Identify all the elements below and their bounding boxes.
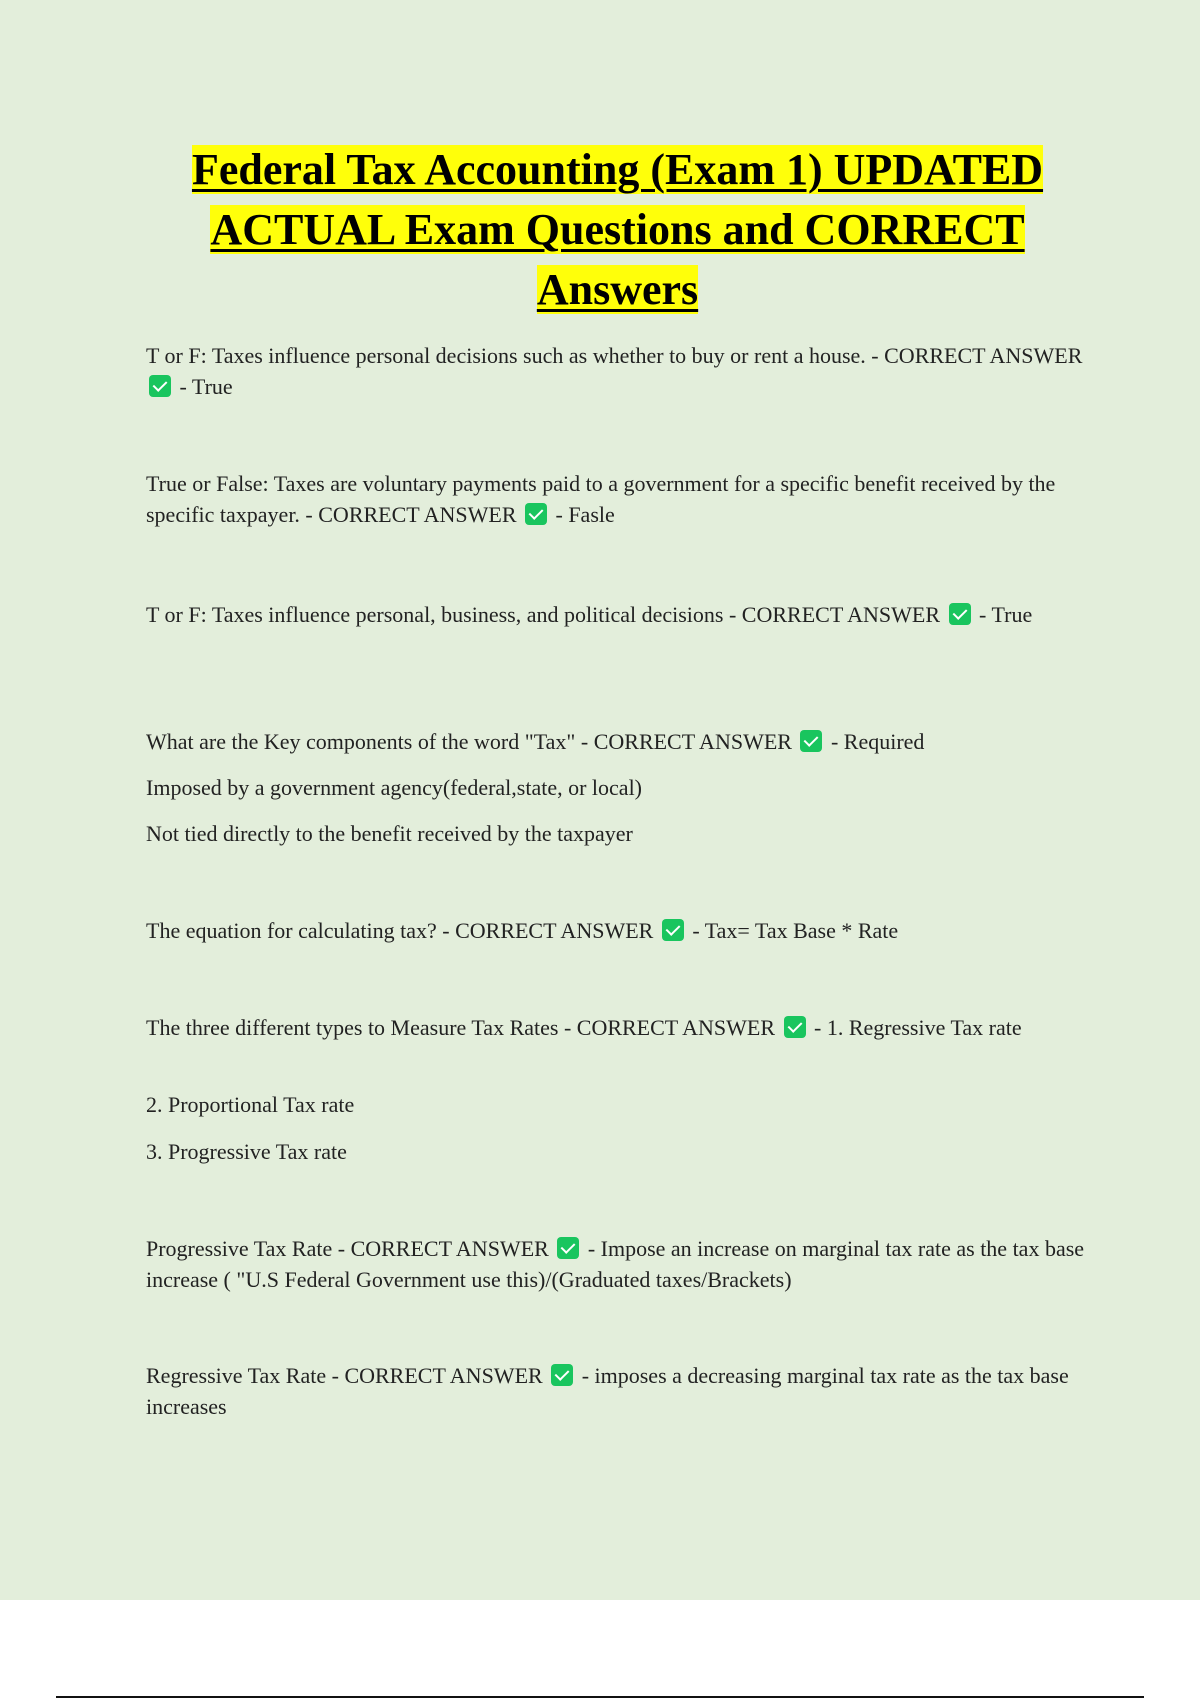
answer-text: - Tax= Tax Base * Rate [692, 918, 899, 943]
answer-text: - Required [830, 729, 925, 754]
check-mark-icon [557, 1237, 579, 1259]
question-text: T or F: Taxes influence personal, business, and political decisions - CORRECT ANSWER [146, 602, 941, 627]
check-mark-icon [800, 730, 822, 752]
question-text: Progressive Tax Rate - CORRECT ANSWER [146, 1236, 549, 1261]
check-mark-icon [525, 503, 547, 525]
footer-divider [56, 1696, 1144, 1698]
question-text: The three different types to Measure Tax Rates - CORRECT ANSWER [146, 1015, 776, 1040]
qa-item-7 [146, 1233, 1086, 1295]
answer-text: - 1. Regressive Tax rate [814, 1015, 1022, 1040]
answer-text: - True [179, 374, 233, 399]
answer-extra-line: Imposed by a government agency(federal,state, or local) [146, 775, 643, 800]
qa-item-8 [146, 1360, 1086, 1422]
document-title: Federal Tax Accounting (Exam 1) UPDATED ACTUAL Exam Questions and CORRECT Answers [191, 145, 1044, 314]
question-text: What are the Key components of the word "Tax" - CORRECT ANSWER [146, 729, 792, 754]
qa-item-4 [146, 726, 1086, 757]
qa-item-3 [146, 599, 1086, 630]
question-text: True or False: Taxes are voluntary payments paid to a government for a specific benefit received by the specific taxpayer. - CORRECT ANSWER [146, 471, 1056, 527]
answer-text: - imposes a decreasing marginal tax rate as the tax base increases [146, 1363, 1069, 1419]
question-text: The equation for calculating tax? - CORRECT ANSWER [146, 918, 654, 943]
answer-text: - Fasle [555, 502, 615, 527]
answer-extra-line: 3. Progressive Tax rate [146, 1139, 347, 1164]
check-mark-icon [551, 1364, 573, 1386]
check-mark-icon [784, 1016, 806, 1038]
qa-item-2 [146, 468, 1086, 530]
question-text: T or F: Taxes influence personal decisions such as whether to buy or rent a house. - CORRECT ANSWER [146, 343, 1083, 368]
qa-item-1 [146, 340, 1086, 402]
question-text: Regressive Tax Rate - CORRECT ANSWER [146, 1363, 543, 1388]
answer-text: - True [979, 602, 1033, 627]
qa-item-6 [146, 1012, 1086, 1043]
qa-item-5 [146, 915, 1086, 946]
check-mark-icon [149, 375, 171, 397]
check-mark-icon [662, 919, 684, 941]
answer-text: - Impose an increase on marginal tax rate as the tax base increase ( "U.S Federal Government use this)/(Graduated taxes/Brackets) [146, 1236, 1085, 1292]
answer-extra-line: 2. Proportional Tax rate [146, 1092, 355, 1117]
check-mark-icon [949, 603, 971, 625]
answer-extra-line: Not tied directly to the benefit received by the taxpayer [146, 821, 633, 846]
